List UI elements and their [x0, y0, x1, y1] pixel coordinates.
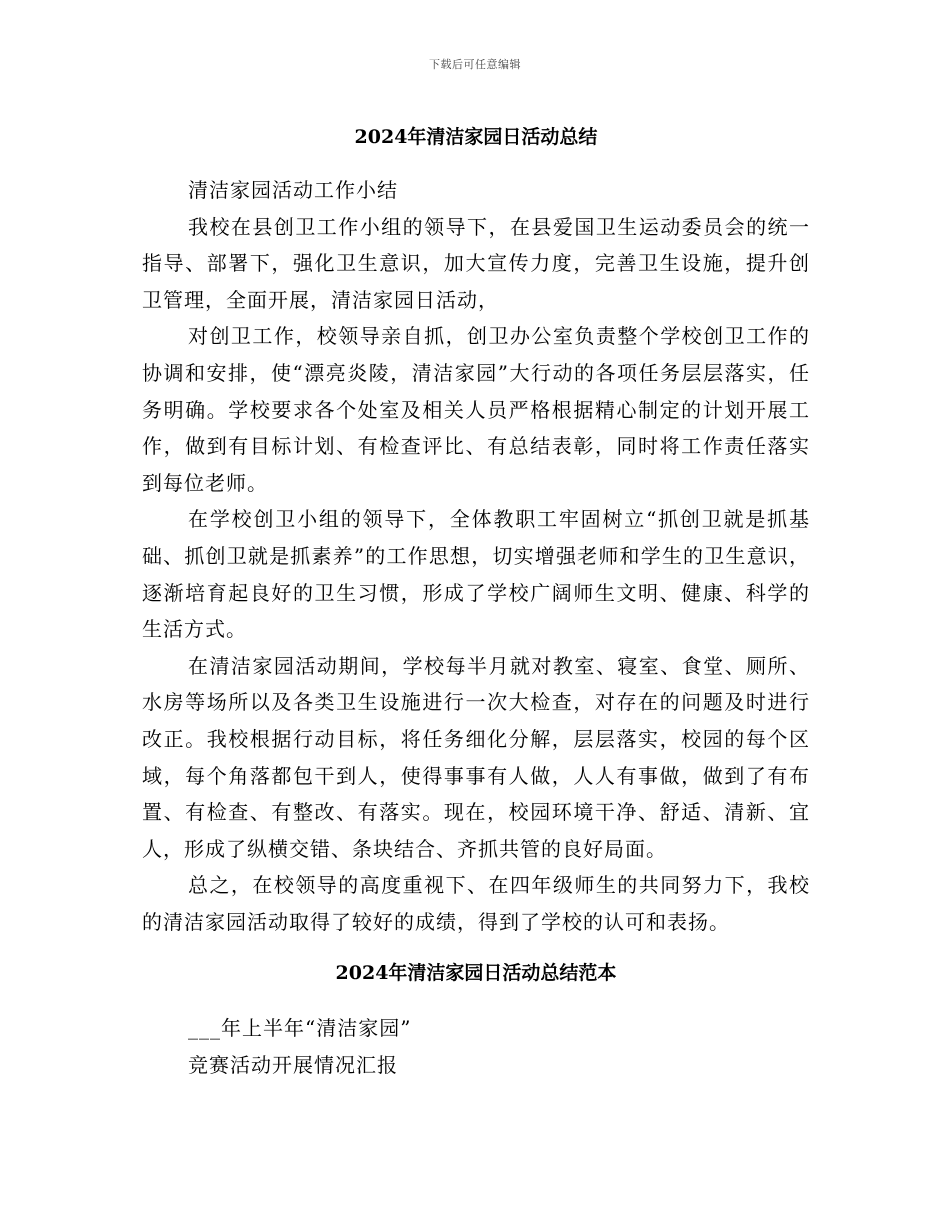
document-title: 2024年清洁家园日活动总结 — [354, 126, 598, 148]
paragraph: 在清洁家园活动期间，学校每半月就对教室、寝室、食堂、厕所、水房等场所以及各类卫生设施进行一次大检查，对存在的问题及时进行改正。我校根据行动目标，将任务细化分解，层层落实，校园的每个区域，每个角落都包干到人，使得事事有人做，人人有事做，做到了有布置、有检查、有整改、有落实。现在，校园环境干净、舒适、清新、宜人，形成了纵横交错、条块结合、齐抓共管的良好局面。 — [142, 653, 810, 861]
paragraph: 总之，在校领导的高度重视下、在四年级师生的共同努力下，我校的清洁家园活动取得了较好的成绩，得到了学校的认可和表扬。 — [142, 873, 810, 934]
document-body — [142, 118, 810, 1084]
paragraph: 竞赛活动开展情况汇报 — [188, 1053, 398, 1078]
paragraph-subtitle: 清洁家园活动工作小结 — [188, 178, 398, 202]
header-note: 下载后可任意编辑 — [429, 58, 521, 71]
paragraph: ___年上半年“清洁家园” — [188, 1016, 412, 1041]
section-title: 2024年清洁家园日活动总结范本 — [335, 962, 617, 985]
paragraph: 对创卫工作，校领导亲自抓，创卫办公室负责整个学校创卫工作的协调和安排，使“漂亮炎陵，清洁家园”大行动的各项任务层层落实，任务明确。学校要求各个处室及相关人员严格根据精心制定的计划开展工作，做到有目标计划、有检查评比、有总结表彰，同时将工作责任落实到每位老师。 — [142, 324, 810, 495]
paragraph: 我校在县创卫工作小组的领导下，在县爱国卫生运动委员会的统一指导、部署下，强化卫生意识，加大宣传力度，完善卫生设施，提升创卫管理，全面开展，清洁家园日活动， — [142, 214, 810, 312]
paragraph: 在学校创卫小组的领导下，全体教职工牢固树立“抓创卫就是抓基础、抓创卫就是抓素养”的工作思想，切实增强老师和学生的卫生意识，逐渐培育起良好的卫生习惯，形成了学校广阔师生文明、健康、科学的生活方式。 — [142, 507, 810, 642]
